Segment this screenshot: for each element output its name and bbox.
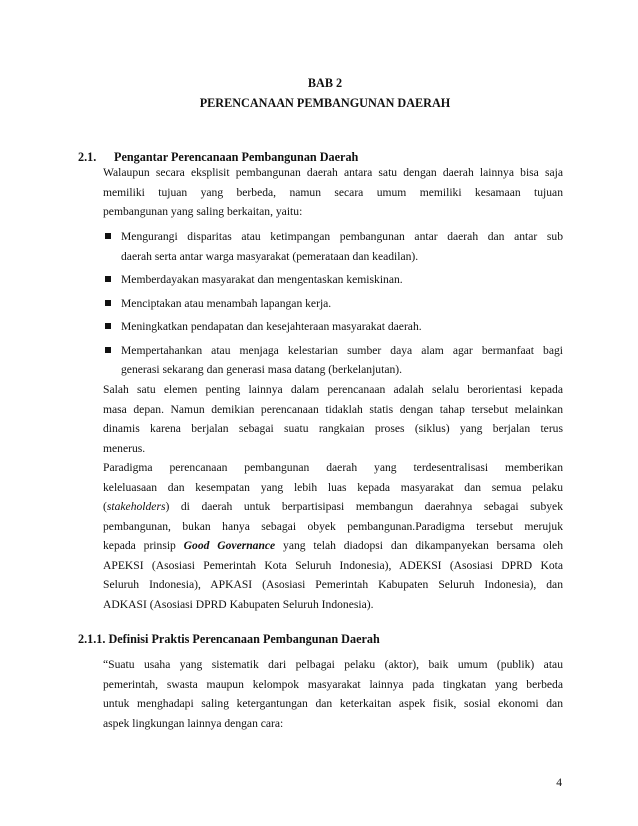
intro-paragraph: [103, 163, 563, 222]
planning-orientation-paragraph: [103, 380, 563, 458]
text-line: ADKASI (Asosiasi DPRD Kabupaten Seluruh Indonesia).: [103, 597, 374, 611]
text-line: menerus.: [103, 441, 146, 455]
chapter-title: PERENCANAAN PEMBANGUNAN DAERAH: [199, 96, 451, 110]
stakeholders-term: stakeholders: [106, 500, 166, 513]
good-governance-term: Good Governance: [183, 539, 276, 552]
text-line: dinamis karena berjalan sebagai suatu rangkaian proses (siklus) yang berjalan terus: [103, 422, 563, 435]
text-line: pembangunan, bukan hanya sebagai obyek pembangunan.Paradigma tersebut merujuk: [103, 519, 563, 533]
definition-quote-paragraph: [103, 655, 563, 733]
text-line: [103, 536, 563, 556]
text-line: APEKSI (Asosiasi Pemerintah Kota Seluruh Indonesia), ADEKSI (Asosiasi DPRD Kota: [103, 558, 563, 572]
square-bullet-icon: [105, 323, 111, 329]
text-line: Walaupun secara eksplisit pembangunan daerah antara satu dengan daerah lainnya bisa saja: [103, 166, 563, 179]
text-line: Memberdayakan masyarakat dan mengentaskan kemiskinan.: [121, 273, 403, 286]
list-item: [103, 270, 563, 290]
text-line: memiliki tujuan yang berbeda, namun secara umum memiliki kesamaan tujuan: [103, 185, 563, 199]
text-line: Paradigma perencanaan pembangunan daerah yang terdesentralisasi memberikan: [103, 461, 563, 474]
section-number: 2.1.1.: [78, 632, 106, 646]
list-item: [103, 317, 563, 337]
text-fragment: (: [103, 500, 107, 513]
list-item: [103, 341, 563, 380]
square-bullet-icon: [105, 233, 111, 239]
text-line: Mempertahankan atau menjaga kelestarian sumber daya alam agar bermanfaat bagi: [121, 343, 563, 357]
square-bullet-icon: [105, 276, 111, 282]
section-title: Pengantar Perencanaan Pembangunan Daerah: [114, 150, 359, 164]
text-line: “Suatu usaha yang sistematik dari pelbagai pelaku (aktor), baik umum (publik) atau: [103, 658, 563, 671]
goals-bullet-list: [103, 227, 563, 380]
text-line: pemerintah, swasta maupun kelompok masyarakat lainnya pada tingkatan yang berbeda: [103, 677, 563, 691]
square-bullet-icon: [105, 300, 111, 306]
text-fragment: kepada prinsip: [103, 539, 184, 552]
text-line: Meningkatkan pendapatan dan kesejahteraan masyarakat daerah.: [121, 320, 422, 333]
list-item: [103, 294, 563, 314]
chapter-label: BAB 2: [307, 76, 343, 90]
text-line: untuk menghadapi saling ketergantungan dan keterkaitan aspek fisik, sosial ekonomi dan: [103, 697, 563, 710]
page-number: 4: [556, 776, 562, 789]
text-line: aspek lingkungan lainnya dengan cara:: [103, 716, 284, 730]
text-fragment: yang telah diadopsi dan dikampanyekan bersama oleh: [275, 539, 563, 552]
text-line: pembangunan yang saling berkaitan, yaitu:: [103, 205, 303, 218]
paradigm-paragraph: [103, 458, 563, 614]
text-line: Menciptakan atau menambah lapangan kerja.: [121, 296, 332, 310]
text-line: daerah serta antar warga masyarakat (pemerataan dan keadilan).: [121, 249, 419, 263]
section-title: Definisi Praktis Perencanaan Pembangunan Daerah: [108, 632, 380, 646]
text-fragment: ) di daerah untuk berpartisipasi membangun daerahnya sebagai subyek: [165, 500, 563, 513]
text-line: Seluruh Indonesia), APKASI (Asosiasi Pemerintah Kabupaten Seluruh Indonesia), dan: [103, 578, 563, 591]
text-line: keleluasaan dan kesempatan yang lebih luas kepada masyarakat dan semua pelaku: [103, 480, 563, 494]
text-line: masa depan. Namun demikian perencanaan tidaklah statis dengan tahap tersebut melainkan: [103, 402, 563, 416]
text-line: [103, 497, 563, 517]
section-heading-2-1-1: [78, 632, 380, 647]
list-item: [103, 227, 563, 266]
text-line: generasi sekarang dan generasi masa datang (berkelanjutan).: [121, 363, 403, 376]
text-line: Salah satu elemen penting lainnya dalam perencanaan adalah selalu berorientasi kepada: [103, 383, 563, 396]
section-number: 2.1.: [78, 150, 97, 164]
text-line: Mengurangi disparitas atau ketimpangan pembangunan antar daerah dan antar sub: [121, 230, 563, 243]
square-bullet-icon: [105, 347, 111, 353]
